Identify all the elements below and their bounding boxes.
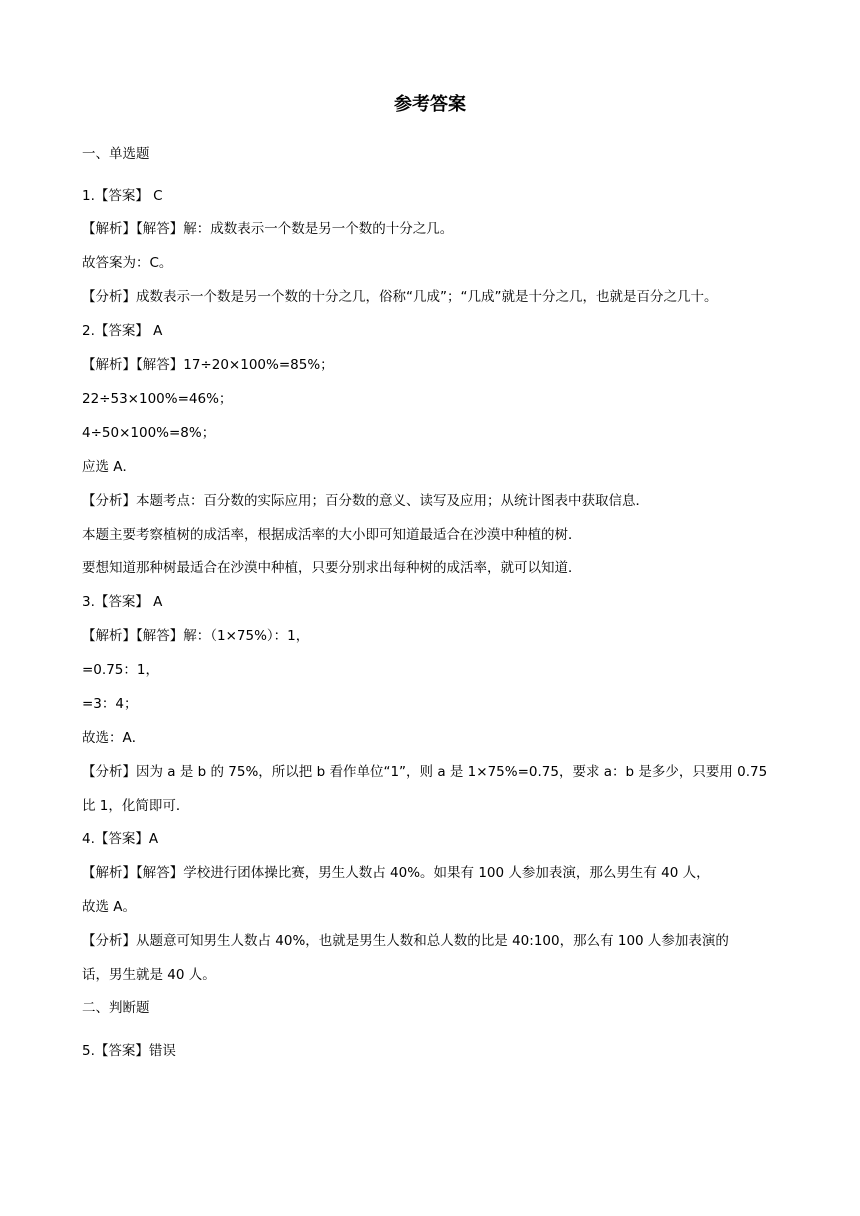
q2-analysis-2: 本题主要考察植树的成活率，根据成活率的大小即可知道最适合在沙漠中种植的树．: [82, 527, 582, 543]
q3-conclusion: 故选：A．: [82, 730, 146, 746]
q4-analysis-2: 话，男生就是 40 人。: [82, 967, 216, 983]
q1-answer: 1.【答案】 C: [82, 188, 163, 204]
q2-calc-3: 4÷50×100%=8%；: [82, 425, 216, 441]
q3-explanation: 【解析】【解答】解：（1×75%）：1，: [82, 628, 310, 644]
q1-analysis: 【分析】成数表示一个数是另一个数的十分之几，俗称“几成”；“几成”就是十分之几，也就是百分之几十。: [82, 289, 718, 305]
section-heading-true-false: 二、判断题: [82, 1000, 150, 1016]
q5-answer: 5.【答案】错误: [82, 1043, 176, 1059]
section-heading-single-choice: 一、单选题: [82, 146, 150, 162]
q2-explanation: 【解析】【解答】17÷20×100%=85%；: [82, 357, 334, 373]
q4-conclusion: 故选 A。: [82, 899, 137, 915]
q4-explanation: 【解析】【解答】学校进行团体操比赛，男生人数占 40%。如果有 100 人参加表演，那么男生有 40 人，: [82, 865, 710, 881]
q1-explanation: 【解析】【解答】解：成数表示一个数是另一个数的十分之几。: [82, 221, 454, 237]
q2-analysis-3: 要想知道那种树最适合在沙漠中种植，只要分别求出每种树的成活率，就可以知道．: [82, 560, 582, 576]
q2-analysis: 【分析】本题考点：百分数的实际应用；百分数的意义、读写及应用；从统计图表中获取信息．: [82, 493, 649, 509]
q3-analysis-2: 比 1，化简即可．: [82, 798, 190, 814]
q3-answer: 3.【答案】 A: [82, 594, 163, 610]
page-title: 参考答案: [394, 94, 466, 115]
q1-conclusion: 故答案为：C。: [82, 255, 173, 271]
q3-step-3: =3：4；: [82, 696, 138, 712]
q4-answer: 4.【答案】A: [82, 831, 159, 847]
q2-conclusion: 应选 A．: [82, 459, 137, 475]
q2-calc-2: 22÷53×100%=46%；: [82, 391, 233, 407]
q4-analysis: 【分析】从题意可知男生人数占 40%，也就是男生人数和总人数的比是 40:100，那么有 100 人参加表演的: [82, 933, 729, 949]
q3-analysis: 【分析】因为 a 是 b 的 75%，所以把 b 看作单位“1”，则 a 是 1×75%=0.75，要求 a：b 是多少，只要用 0.75: [82, 764, 768, 780]
q3-step-2: =0.75：1，: [82, 662, 159, 678]
q2-answer: 2.【答案】 A: [82, 323, 163, 339]
